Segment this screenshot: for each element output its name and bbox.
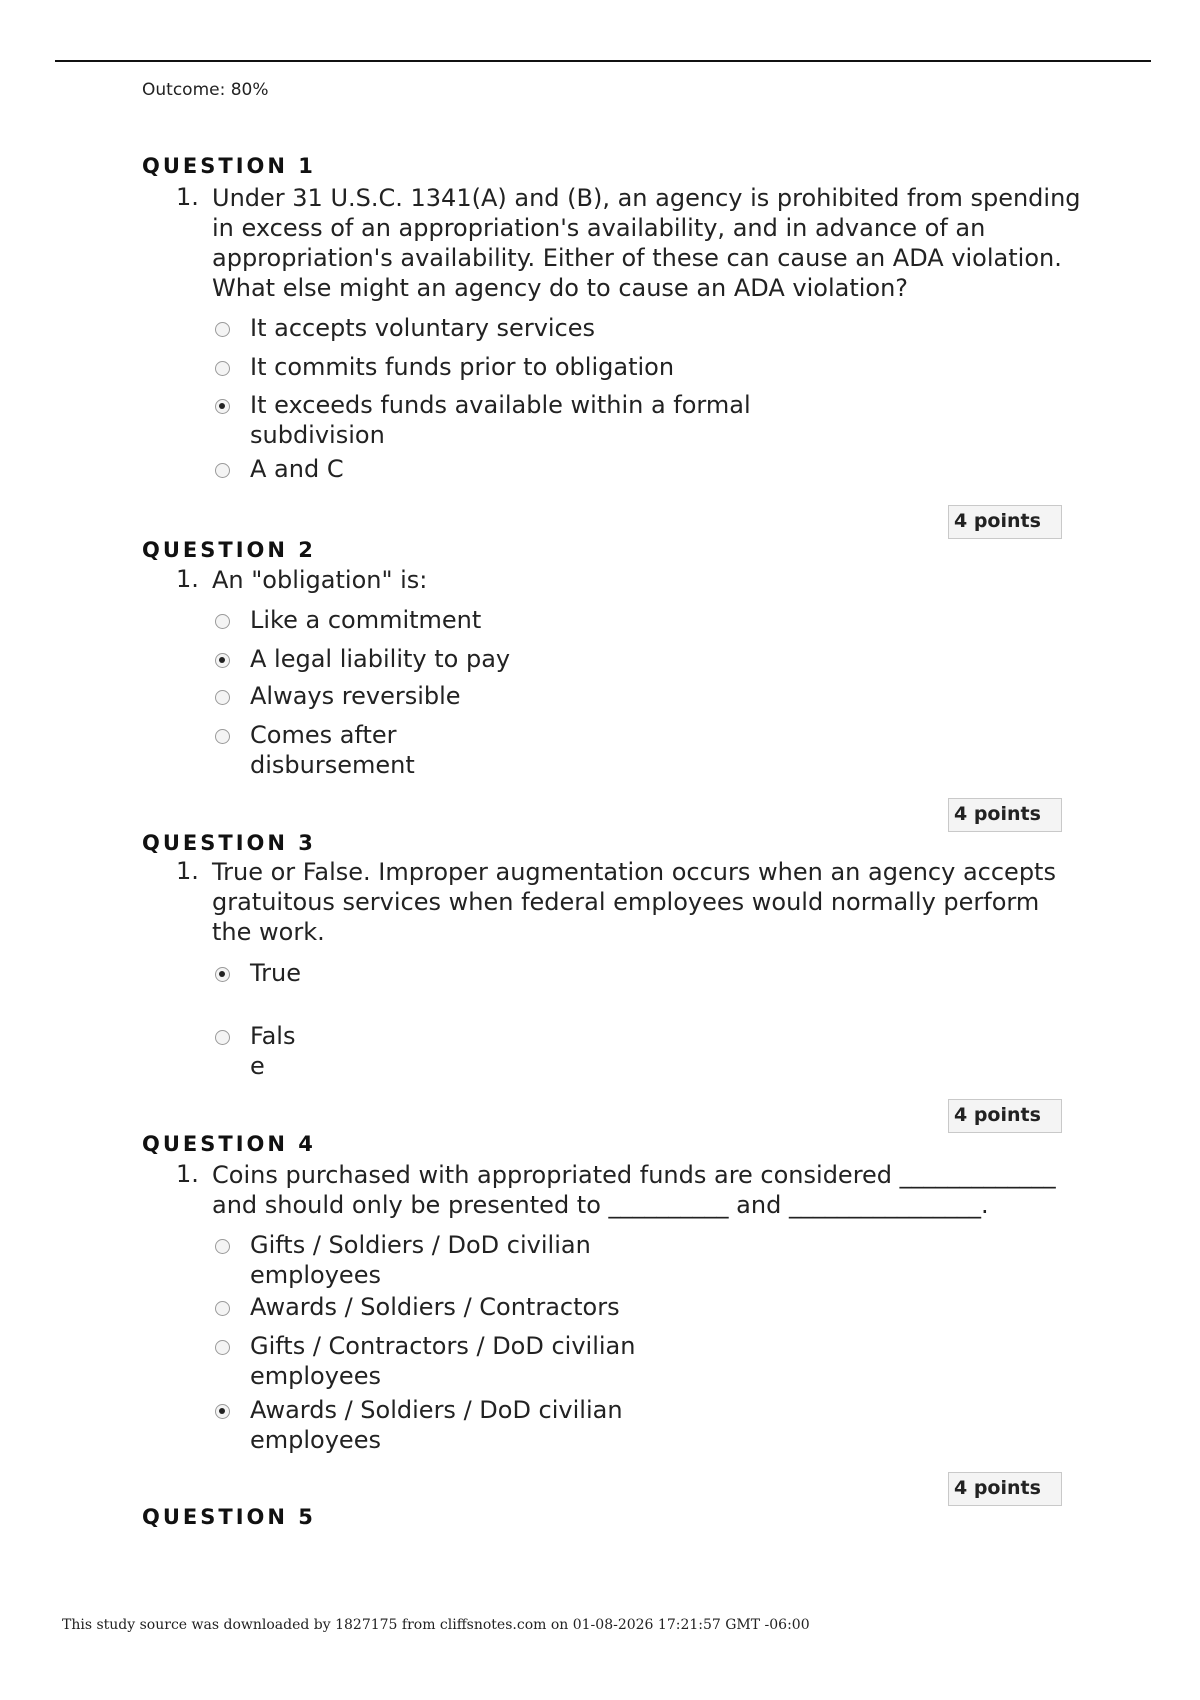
question-4-title: QUESTION 4 [142, 1132, 316, 1156]
question-1-option-4[interactable] [215, 454, 835, 484]
option-label: A and C [250, 455, 344, 483]
question-2-number: 1. [176, 565, 199, 593]
option-label: False [250, 1022, 296, 1080]
question-2-title: QUESTION 2 [142, 538, 316, 562]
question-4-option-4[interactable] [215, 1395, 650, 1455]
radio-button-icon[interactable] [215, 1301, 230, 1316]
option-label: Gifts / Contractors / DoD civilian employees [250, 1332, 636, 1390]
radio-button-icon[interactable] [215, 614, 230, 629]
radio-button-icon[interactable] [215, 361, 230, 376]
radio-button-icon[interactable] [215, 1239, 230, 1254]
download-footer-note: This study source was downloaded by 1827175 from cliffsnotes.com on 01-08-2026 17:21:57 GMT -06:00 [62, 1617, 810, 1633]
question-1-points-badge: 4 points [948, 505, 1062, 539]
option-label: It exceeds funds available within a formal subdivision [250, 391, 751, 449]
question-2-option-2[interactable] [215, 644, 815, 674]
radio-button-selected-icon[interactable] [215, 653, 230, 668]
radio-button-selected-icon[interactable] [215, 399, 230, 414]
question-3-option-1[interactable] [215, 958, 305, 988]
question-4-option-1[interactable] [215, 1230, 625, 1290]
option-label: Awards / Soldiers / Contractors [250, 1293, 620, 1321]
question-4-option-2[interactable] [215, 1292, 835, 1322]
question-4-text: Coins purchased with appropriated funds are considered _____________ and should only be presented to __________ and ________________. [212, 1161, 1056, 1219]
question-1-title: QUESTION 1 [142, 154, 316, 178]
option-label: Awards / Soldiers / DoD civilian employees [250, 1396, 623, 1454]
question-3-number: 1. [176, 857, 199, 885]
question-4-number: 1. [176, 1160, 199, 1188]
option-label: Always reversible [250, 682, 461, 710]
question-1-number: 1. [176, 183, 199, 211]
radio-button-selected-icon[interactable] [215, 967, 230, 982]
option-label: A legal liability to pay [250, 645, 511, 673]
question-1-option-3[interactable] [215, 390, 775, 450]
option-label: True [250, 959, 301, 987]
radio-button-icon[interactable] [215, 729, 230, 744]
option-label: Comes after disbursement [250, 721, 415, 779]
question-3-points-badge: 4 points [948, 1099, 1062, 1133]
question-2-option-4[interactable] [215, 720, 450, 780]
question-4-option-3[interactable] [215, 1331, 655, 1391]
question-3-option-2[interactable] [215, 1021, 305, 1081]
question-3-text: True or False. Improper augmentation occurs when an agency accepts gratuitous services when federal employees would normally perform the work. [212, 858, 1056, 946]
question-1-option-1[interactable] [215, 313, 835, 343]
radio-button-icon[interactable] [215, 322, 230, 337]
radio-button-icon[interactable] [215, 690, 230, 705]
option-label: Gifts / Soldiers / DoD civilian employees [250, 1231, 591, 1289]
question-2-option-3[interactable] [215, 681, 815, 711]
question-2-points-badge: 4 points [948, 798, 1062, 832]
question-2-option-1[interactable] [215, 605, 815, 635]
option-label: Like a commitment [250, 606, 482, 634]
radio-button-icon[interactable] [215, 1340, 230, 1355]
question-1-text: Under 31 U.S.C. 1341(A) and (B), an agency is prohibited from spending in excess of an appropriation's availability, and in advance of an appropriation's availability. Either of these can cause an ADA violation. What else might an agency do to cause an ADA violation? [212, 184, 1081, 302]
outcome-score: Outcome: 80% [142, 80, 269, 100]
radio-button-icon[interactable] [215, 463, 230, 478]
top-divider [55, 60, 1151, 62]
question-4-points-badge: 4 points [948, 1472, 1062, 1506]
radio-button-selected-icon[interactable] [215, 1404, 230, 1419]
radio-button-icon[interactable] [215, 1030, 230, 1045]
question-3-title: QUESTION 3 [142, 831, 316, 855]
option-label: It accepts voluntary services [250, 314, 596, 342]
option-label: It commits funds prior to obligation [250, 353, 675, 381]
question-1-option-2[interactable] [215, 352, 835, 382]
question-5-title: QUESTION 5 [142, 1505, 316, 1529]
question-2-text: An "obligation" is: [212, 566, 428, 594]
